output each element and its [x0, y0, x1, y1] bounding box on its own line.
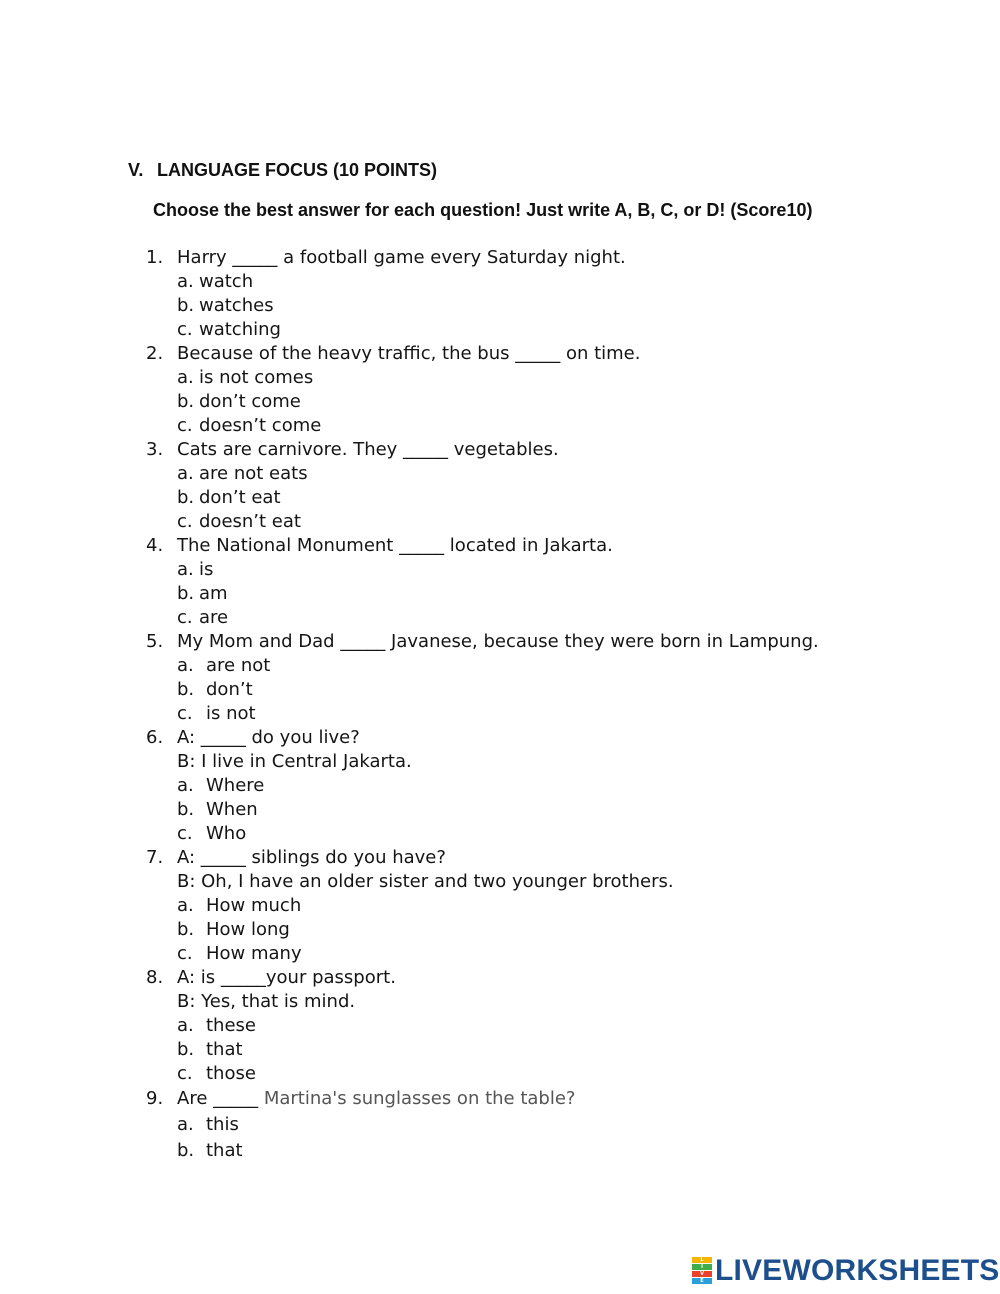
- answer-option: [0, 702, 1000, 726]
- option-text: How long: [206, 919, 290, 940]
- logo-mark-icon: [692, 1257, 712, 1285]
- option-text: When: [206, 799, 258, 820]
- option-text: that: [206, 1039, 243, 1060]
- option-letter: c.: [177, 703, 193, 724]
- option-letter: a.: [177, 1015, 194, 1036]
- answer-option: [0, 270, 1000, 294]
- option-text: How much: [206, 895, 302, 916]
- question-dialogue-line: [0, 990, 1000, 1014]
- question-number: 8.: [146, 967, 164, 988]
- logo-mark-block: L: [692, 1257, 712, 1263]
- option-text: those: [206, 1063, 256, 1084]
- option-text: is not: [206, 703, 256, 724]
- answer-option: [0, 942, 1000, 966]
- option-text: these: [206, 1015, 256, 1036]
- option-letter: a.: [177, 895, 194, 916]
- answer-option: [0, 1112, 1000, 1138]
- question-number: 6.: [146, 727, 164, 748]
- option-text: don’t come: [199, 391, 301, 412]
- option-letter: b.: [177, 679, 195, 700]
- answer-option: [0, 1062, 1000, 1086]
- option-letter: b.: [177, 919, 195, 940]
- answer-option: [0, 894, 1000, 918]
- section-number: V.: [128, 160, 144, 180]
- option-text: this: [206, 1114, 239, 1135]
- section-title: [128, 160, 437, 181]
- option-text: doesn’t eat: [199, 511, 301, 532]
- option-text: that: [206, 1140, 243, 1161]
- option-text: are not eats: [199, 463, 308, 484]
- answer-option: [0, 1014, 1000, 1038]
- option-text: am: [199, 583, 228, 604]
- question-text: [177, 1086, 575, 1112]
- logo-mark-block: E: [692, 1278, 712, 1284]
- option-text: is not comes: [199, 367, 314, 388]
- logo-text: LIVEWORKSHEETS: [715, 1254, 1000, 1287]
- question-number: 1.: [146, 247, 164, 268]
- option-letter: a.: [177, 367, 194, 388]
- answer-option: [0, 486, 1000, 510]
- question-stem: [0, 534, 1000, 558]
- question-number: 9.: [146, 1088, 164, 1109]
- question-number: 4.: [146, 535, 164, 556]
- answer-option: [0, 318, 1000, 342]
- option-text: watching: [199, 319, 281, 340]
- answer-option: [0, 294, 1000, 318]
- question-text: A: is _____your passport.: [177, 967, 396, 988]
- option-text: watch: [199, 271, 254, 292]
- option-letter: c.: [177, 823, 193, 844]
- option-letter: a.: [177, 463, 194, 484]
- option-letter: c.: [177, 511, 193, 532]
- logo-mark-block: I: [692, 1264, 712, 1270]
- option-letter: a.: [177, 1114, 194, 1135]
- question-text: B: Oh, I have an older sister and two younger brothers.: [177, 871, 674, 892]
- question-number: 5.: [146, 631, 164, 652]
- option-letter: a.: [177, 271, 194, 292]
- answer-option: [0, 822, 1000, 846]
- question-text: A: _____ siblings do you have?: [177, 847, 446, 868]
- option-text: Where: [206, 775, 265, 796]
- option-text: are not: [206, 655, 271, 676]
- question-stem: [0, 1086, 1000, 1112]
- option-letter: b.: [177, 295, 195, 316]
- option-letter: c.: [177, 1063, 193, 1084]
- question-text: My Mom and Dad _____ Javanese, because they were born in Lampung.: [177, 631, 819, 652]
- answer-option: [0, 366, 1000, 390]
- answer-option: [0, 414, 1000, 438]
- option-text: doesn’t come: [199, 415, 322, 436]
- question-stem: [0, 630, 1000, 654]
- answer-option: [0, 774, 1000, 798]
- option-text: is: [199, 559, 214, 580]
- answer-option: [0, 1138, 1000, 1164]
- option-letter: b.: [177, 583, 195, 604]
- answer-option: [0, 918, 1000, 942]
- question-text: B: Yes, that is mind.: [177, 991, 356, 1012]
- question-text-suffix: Martina's sunglasses on the table?: [263, 1088, 576, 1109]
- answer-option: [0, 390, 1000, 414]
- question-stem: [0, 726, 1000, 750]
- question-stem: [0, 246, 1000, 270]
- liveworksheets-logo: [692, 1254, 1000, 1288]
- option-text: How many: [206, 943, 302, 964]
- question-number: 7.: [146, 847, 164, 868]
- option-letter: b.: [177, 1039, 195, 1060]
- option-text: are: [199, 607, 229, 628]
- option-letter: c.: [177, 607, 193, 628]
- question-stem: [0, 966, 1000, 990]
- instruction-text: Choose the best answer for each question! Just write A, B, C, or D! (Score10): [153, 200, 813, 220]
- question-text: Harry _____ a football game every Saturday night.: [177, 247, 626, 268]
- question-text: Cats are carnivore. They _____ vegetables.: [177, 439, 559, 460]
- answer-option: [0, 654, 1000, 678]
- option-letter: a.: [177, 559, 194, 580]
- question-stem: [0, 438, 1000, 462]
- question-number: 3.: [146, 439, 164, 460]
- option-letter: b.: [177, 799, 195, 820]
- option-letter: a.: [177, 655, 194, 676]
- option-text: don’t eat: [199, 487, 281, 508]
- question-text: B: I live in Central Jakarta.: [177, 751, 412, 772]
- option-letter: c.: [177, 319, 193, 340]
- option-letter: b.: [177, 391, 195, 412]
- answer-option: [0, 606, 1000, 630]
- answer-option: [0, 798, 1000, 822]
- option-text: watches: [199, 295, 274, 316]
- question-dialogue-line: [0, 870, 1000, 894]
- question-text-prefix: Are _____: [177, 1088, 264, 1109]
- section-title-text: LANGUAGE FOCUS (10 POINTS): [157, 160, 438, 180]
- question-text: Because of the heavy traffic, the bus _____ on time.: [177, 343, 641, 364]
- question-stem: [0, 342, 1000, 366]
- question-list: [0, 246, 1000, 1164]
- option-text: Who: [206, 823, 247, 844]
- question-text: A: _____ do you live?: [177, 727, 360, 748]
- question-text: The National Monument _____ located in Jakarta.: [177, 535, 613, 556]
- option-letter: a.: [177, 775, 194, 796]
- option-text: don’t: [206, 679, 253, 700]
- answer-option: [0, 582, 1000, 606]
- answer-option: [0, 462, 1000, 486]
- question-dialogue-line: [0, 750, 1000, 774]
- answer-option: [0, 510, 1000, 534]
- option-letter: c.: [177, 943, 193, 964]
- answer-option: [0, 1038, 1000, 1062]
- option-letter: b.: [177, 1140, 195, 1161]
- logo-mark-block: V: [692, 1271, 712, 1277]
- question-number: 2.: [146, 343, 164, 364]
- question-stem: [0, 846, 1000, 870]
- answer-option: [0, 678, 1000, 702]
- option-letter: b.: [177, 487, 195, 508]
- option-letter: c.: [177, 415, 193, 436]
- answer-option: [0, 558, 1000, 582]
